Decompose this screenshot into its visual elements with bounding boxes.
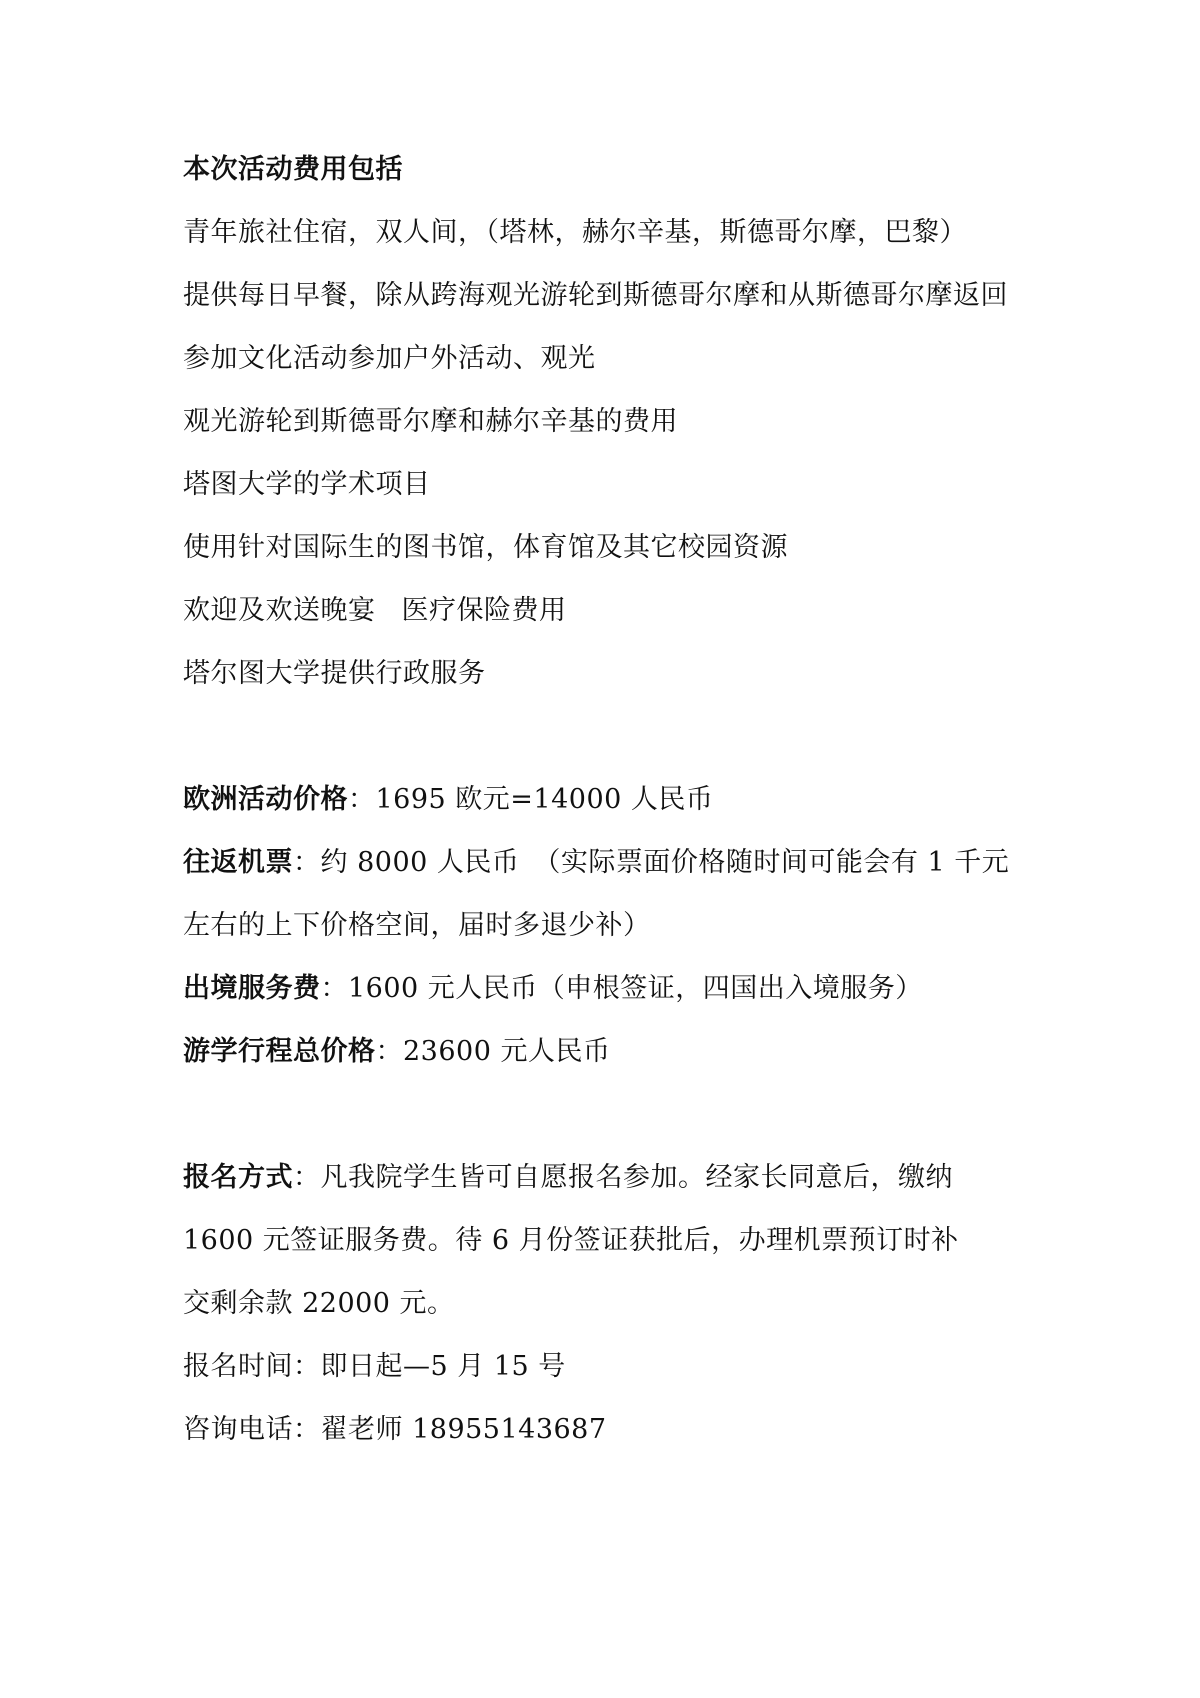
registration-time: 报名时间：即日起—5 月 15 号 [183, 1351, 566, 1382]
total-price-value: ：23600 元人民币 [375, 1036, 611, 1067]
registration-method-line [183, 1158, 1043, 1198]
registration-method-text: ：凡我院学生皆可自愿报名参加。经家长同意后，缴纳 [293, 1162, 953, 1193]
flight-price-line [183, 843, 1043, 883]
included-item-cruise: 观光游轮到斯德哥尔摩和赫尔辛基的费用 [183, 406, 678, 437]
flight-price-continued: 左右的上下价格空间，届时多退少补） [183, 910, 651, 941]
europe-price-value: ：1695 欧元=14000 人民币 [348, 784, 714, 815]
included-item-campus-resources: 使用针对国际生的图书馆，体育馆及其它校园资源 [183, 532, 788, 563]
included-item-accommodation: 青年旅社住宿，双人间，（塔林，赫尔辛基，斯德哥尔摩，巴黎） [183, 217, 967, 248]
flight-price-value: ：约 8000 人民币 （实际票面价格随时间可能会有 1 千元 [293, 847, 1010, 878]
service-fee-line [183, 969, 1043, 1009]
included-item-admin: 塔尔图大学提供行政服务 [183, 658, 486, 689]
document-content [183, 150, 1043, 1473]
included-item-activities: 参加文化活动参加户外活动、观光 [183, 343, 596, 374]
included-item-banquet: 欢迎及欢送晚宴 [183, 595, 376, 626]
europe-price-line [183, 780, 1043, 820]
service-fee-value: ：1600 元人民币（申根签证，四国出入境服务） [320, 973, 923, 1004]
registration-method-line-2: 1600 元签证服务费。待 6 月份签证获批后，办理机票预订时补 [183, 1225, 959, 1256]
included-heading: 本次活动费用包括 [183, 154, 403, 185]
section-gap [183, 717, 1043, 780]
total-price-label: 游学行程总价格 [183, 1036, 376, 1067]
total-price-line [183, 1032, 1043, 1072]
included-item-banquet-insurance [183, 591, 1043, 631]
contact-phone: 咨询电话：翟老师 18955143687 [183, 1414, 607, 1445]
included-item-insurance: 医疗保险费用 [401, 595, 567, 626]
included-item-breakfast: 提供每日早餐，除从跨海观光游轮到斯德哥尔摩和从斯德哥尔摩返回 [183, 280, 1008, 311]
registration-method-line-3: 交剩余款 22000 元。 [183, 1288, 455, 1319]
flight-price-label: 往返机票 [183, 847, 293, 878]
service-fee-label: 出境服务费 [183, 973, 321, 1004]
included-item-academic: 塔图大学的学术项目 [183, 469, 431, 500]
section-gap [183, 1095, 1043, 1158]
registration-method-label: 报名方式 [183, 1162, 293, 1193]
europe-price-label: 欧洲活动价格 [183, 784, 348, 815]
